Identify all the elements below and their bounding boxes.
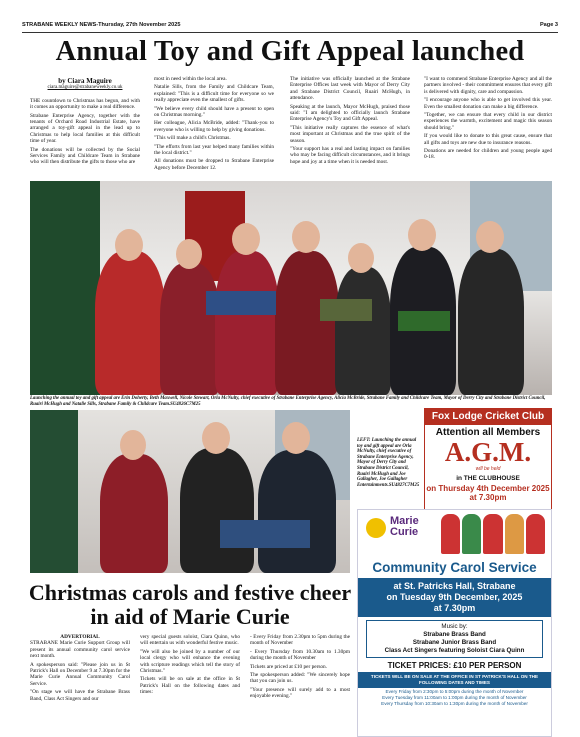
article-col-1 [30, 76, 140, 168]
carol-col-1 [30, 634, 130, 704]
sale-notice: TICKETS WILL BE ON SALE AT THE OFFICE IN ST PATRICK'S HALL ON THE FOLLOWING DATES AND TIMES [358, 672, 551, 688]
sale-time: Every Friday from 2:30pm to 5:00pm during the month of November [385, 688, 524, 694]
paragraph: "We believe every child should have a present to open on Christmas morning." [154, 105, 274, 119]
paragraph: The spokesperson added: "We sincerely hope that you can join us. [250, 672, 350, 685]
date-text: on Thursday 4th December 2025 [426, 484, 550, 493]
author-email[interactable]: ciara.maguire@strabaneweekly.co.uk [47, 85, 123, 91]
venue-text: at St. Patricks Hall, Strabane [393, 581, 516, 591]
left-photo-caption: LEFT: Launching the annual toy and gift appeal are Orla McNulty, chief executive of Strabane Enterprise Agency, Mayor of Derry City and Strabane District Council, Ruairi McHugh and Joe Gallagher, Joe Gallagher Entertainments.SU4827C7M25 [357, 438, 420, 488]
byline: by Ciara Maguire [58, 77, 112, 85]
paragraph: - Every Friday from 2.30pm to 5pm during the month of November [250, 634, 350, 647]
paragraph: "Your support has a real and lasting impact on families who may be facing difficult circumstances, and it brings hope and joy at a time when it is needed most. [290, 146, 410, 165]
toy-box [398, 311, 450, 331]
paragraph: "Your presence will surely add to a most enjoyable evening." [250, 686, 350, 700]
logo-text: Curie [390, 526, 419, 538]
paragraph: "This will make a child's Christmas. [154, 135, 231, 142]
ad-title: Fox Lodge Cricket Club [424, 408, 552, 425]
paragraph: Donations are needed for children and young people aged 0-18. [424, 148, 552, 161]
paragraph: Strabane Enterprise Agency, together with the tenants of Orchard Road Industrial Estate, have arranged a toy-gift appeal in the lead up to Christmas to help local families at this difficult time of year. [30, 112, 140, 145]
second-headline: Christmas carols and festive cheer in aid of Marie Curie [28, 580, 352, 629]
christmas-tree [30, 410, 78, 573]
article-col-4 [424, 76, 552, 163]
paragraph: "The efforts from last year helped many families within the local district." [154, 143, 274, 157]
paragraph: A spokesperson said: "Please join us in St Patrick's Hall on December 9 at 7.30pm for the Marie Curie Annual Community Carol Service. [30, 661, 130, 687]
ad-body [424, 425, 552, 512]
fox-lodge-ad [424, 408, 552, 512]
carol-col-3 [250, 634, 350, 702]
masthead-left: STRABANE WEEKLY NEWS-Thursday, 27th November 2025 [22, 22, 181, 28]
time-text: at 7.30pm [469, 493, 507, 502]
paragraph: "I encourage anyone who is able to get involved this year. Even the smallest donation can make a big difference. [424, 97, 552, 110]
toy-box [220, 520, 310, 548]
paragraph: The initiative was officially launched at the Strabane Enterprise Offices last week with Mayor of Derry City and Strabane District Council, Ruairi McHugh, in attendance. [290, 76, 410, 102]
paragraph: most in need within the local area. [154, 76, 227, 82]
performer: Strabane Brass Band [423, 631, 486, 638]
toy-box [320, 299, 372, 321]
toy-box [206, 291, 276, 315]
paragraph: "Together, we can ensure that every child in our district experiences the warmth, excitement and magic this season should bring." [424, 112, 552, 131]
paragraph: "On stage we will have the Strabane Brass Band, Class Act Singers and our [30, 689, 130, 702]
main-group-photo [30, 181, 552, 395]
carol-col-2 [140, 634, 240, 698]
logo-text: Marie [390, 515, 419, 527]
performer: Strabane Junior Brass Band [412, 639, 497, 646]
photo-caption: Launching the annual toy and gift appeal are Erin Doherty, Beth Maxwell, Nicole Stewart, Orla McNulty, chief executive of Strabane Enterprise Agency, Alicia McBride, Strabane Family and Childcare Team, Mayor of Derry City and Strabane District Council, Ruairi McHugh and Natalie Sills, Strabane Family & Childcare Team.SU4826C7M25 [30, 396, 546, 407]
advertorial-tag: ADVERTORIAL [60, 634, 100, 640]
paragraph: - Every Thursday from 10.30am to 1.30pm during the month of November [250, 648, 350, 662]
date-text: on Tuesday 9th December, 2025 [386, 592, 523, 602]
paragraph: THE countdown to Christmas has begun, and with it comes an opportunity to make a real difference. [30, 97, 140, 111]
held-text: will be held [475, 466, 501, 472]
paragraph: "We will also be joined by a number of our local clergy who will enhance the evening with scripture readings which tell the story of Christmas." [140, 648, 240, 675]
paragraph: STRABANE Marie Curie Support Group will present its annual community carol service next month. [30, 640, 130, 660]
paragraph: "This initiative really captures the essence of what's most important at Christmas and the true spirit of the season. [290, 124, 410, 144]
page-title: Annual Toy and Gift Appeal launched [55, 36, 525, 67]
paragraph: "I want to commend Strabane Enterprise Agency and all the partners involved - their commitment ensures that every gift is delivered with dignity, care and compassion. [424, 76, 552, 95]
paragraph: Natalie Sills, from the Family and Childcare Team, explained: "This is a difficult time for everyone so we really appreciate even the smallest of gifts. [154, 84, 274, 104]
marie-curie-ad [357, 509, 552, 737]
article-col-3 [290, 76, 410, 167]
page-number: Page 3 [539, 22, 558, 28]
carol-singers-illustration [441, 514, 545, 554]
sale-time: Every Thursday from 10:30am to 1:30pm during the month of November [381, 700, 528, 706]
second-group-photo [30, 410, 350, 573]
christmas-tree [30, 181, 100, 395]
time-text: at 7.30pm [433, 603, 476, 613]
music-label: Music by: [441, 623, 468, 630]
daffodil-icon [366, 518, 386, 538]
performer: Class Act Singers featuring Soloist Ciara Quinn [384, 647, 525, 654]
article-col-2 [154, 76, 274, 173]
paragraph: If you would like to donate to this great cause, ensure that all gifts and toys are new due to insurance reasons. [424, 133, 552, 146]
ad-title: Community Carol Service [372, 560, 537, 575]
paragraph: Speaking at the launch, Mayor McHugh, praised those said: "I am delighted to officially launch Strabane Enterprise Agency's Toy and Gift Appeal. [290, 103, 410, 123]
sale-time: Every Tuesday from 11:00am to 1:00pm during the month of November [382, 694, 527, 700]
agm-text: A.G.M. [444, 437, 532, 467]
attention-text: Attention all Members [435, 427, 541, 438]
paragraph: Tickets are priced at £10 per person. [250, 663, 328, 670]
paragraph: very special guests soloist, Ciara Quinn, who will entertain us with wonderful festive music. [140, 634, 240, 647]
ticket-price: TICKET PRICES: £10 PER PERSON [387, 661, 522, 670]
paragraph: All donations must be dropped to Strabane Enterprise Agency before December 12. [154, 158, 274, 171]
venue-text: in THE CLUBHOUSE [456, 475, 520, 482]
paragraph: Tickets will be on sale at the office in St Patrick's Hall on the following dates and times: [140, 676, 240, 696]
paragraph: The donations will be collected by the Social Services Family and Childcare Team in Strabane who will then distribute the gifts to those who are [30, 146, 140, 166]
paragraph: Her colleague, Alicia McBride, added: "Thank-you to everyone who is willing to help by giving donations. [154, 120, 274, 133]
